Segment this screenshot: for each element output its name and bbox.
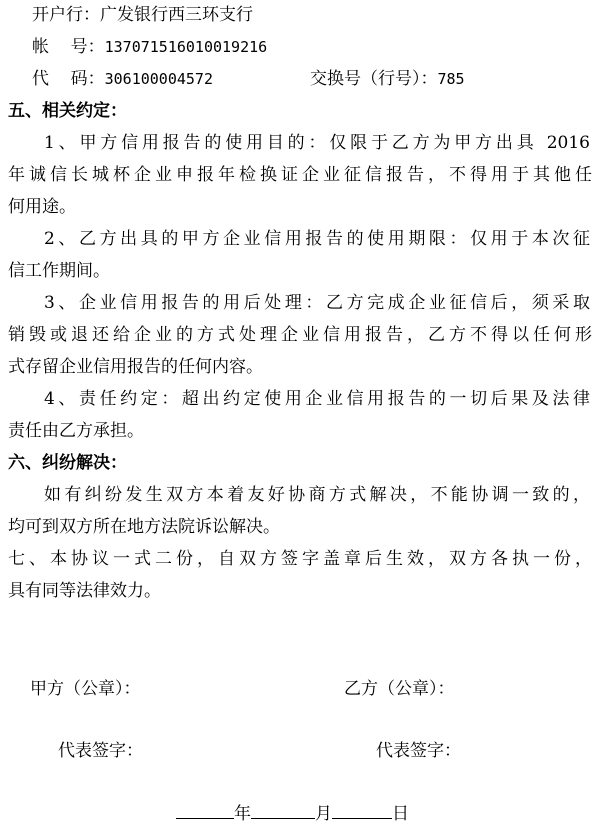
account-row bbox=[32, 34, 600, 60]
code-label: 代 码： bbox=[32, 69, 105, 89]
party-b-representative: 代表签字： bbox=[376, 741, 461, 761]
clause4-line1: 4、责任约定：超出约定使用企业信用报告的一切后果及法律 bbox=[44, 389, 590, 409]
clause3-line3: 式存留企业信用报告的任何内容。 bbox=[8, 357, 263, 377]
clause1-line3: 何用途。 bbox=[8, 197, 76, 217]
month-label: 月 bbox=[315, 804, 332, 824]
code-row bbox=[32, 66, 600, 92]
dispute-line2: 均可到双方所在地方法院诉讼解决。 bbox=[8, 517, 280, 537]
section6-heading: 六、纠纷解决： bbox=[8, 453, 127, 473]
clause1-line1: 1、甲方信用报告的使用目的：仅限于乙方为甲方出具 2016 bbox=[44, 133, 590, 153]
exchange-value: 785 bbox=[437, 70, 465, 88]
section5-heading: 五、相关约定： bbox=[8, 101, 127, 121]
party-b-seal: 乙方（公章）： bbox=[344, 679, 455, 699]
exchange-label: 交换号（行号）： bbox=[310, 69, 438, 89]
dispute-line1: 如有纠纷发生双方本着友好协商方式解决，不能协调一致的， bbox=[44, 485, 590, 505]
section7-line2: 具有同等法律效力。 bbox=[8, 581, 161, 601]
account-label: 帐 号： bbox=[32, 37, 105, 57]
clause3-line2: 销毁或退还给企业的方式处理企业信用报告，乙方不得以任何形 bbox=[8, 325, 592, 345]
bank-label: 开户行： bbox=[32, 5, 100, 25]
clause3-line1: 3、企业信用报告的用后处理：乙方完成企业征信后，须采取 bbox=[44, 293, 590, 313]
account-value: 137071516010019216 bbox=[104, 38, 268, 56]
code-value: 306100004572 bbox=[104, 70, 213, 88]
year-label: 年 bbox=[234, 804, 251, 824]
section7-line1: 七、本协议一式二份，自双方签字盖章后生效，双方各执一份， bbox=[8, 549, 592, 569]
day-label: 日 bbox=[392, 804, 409, 824]
clause4-line2: 责任由乙方承担。 bbox=[8, 421, 144, 441]
month-blank bbox=[251, 800, 315, 819]
day-blank bbox=[332, 800, 392, 819]
party-a-representative: 代表签字： bbox=[58, 741, 143, 761]
party-a-seal: 甲方（公章）： bbox=[30, 679, 141, 699]
clause1-line2: 年诚信长城杯企业申报年检换证企业征信报告，不得用于其他任 bbox=[8, 165, 592, 185]
exchange-group bbox=[310, 66, 465, 92]
signing-date bbox=[176, 800, 436, 827]
clause2-line2: 信工作期间。 bbox=[8, 261, 110, 281]
clause2-line1: 2、乙方出具的甲方企业信用报告的使用期限：仅用于本次征 bbox=[44, 229, 590, 249]
bank-row bbox=[32, 2, 600, 28]
year-blank bbox=[176, 800, 234, 819]
bank-value: 广发银行西三环支行 bbox=[100, 5, 253, 25]
